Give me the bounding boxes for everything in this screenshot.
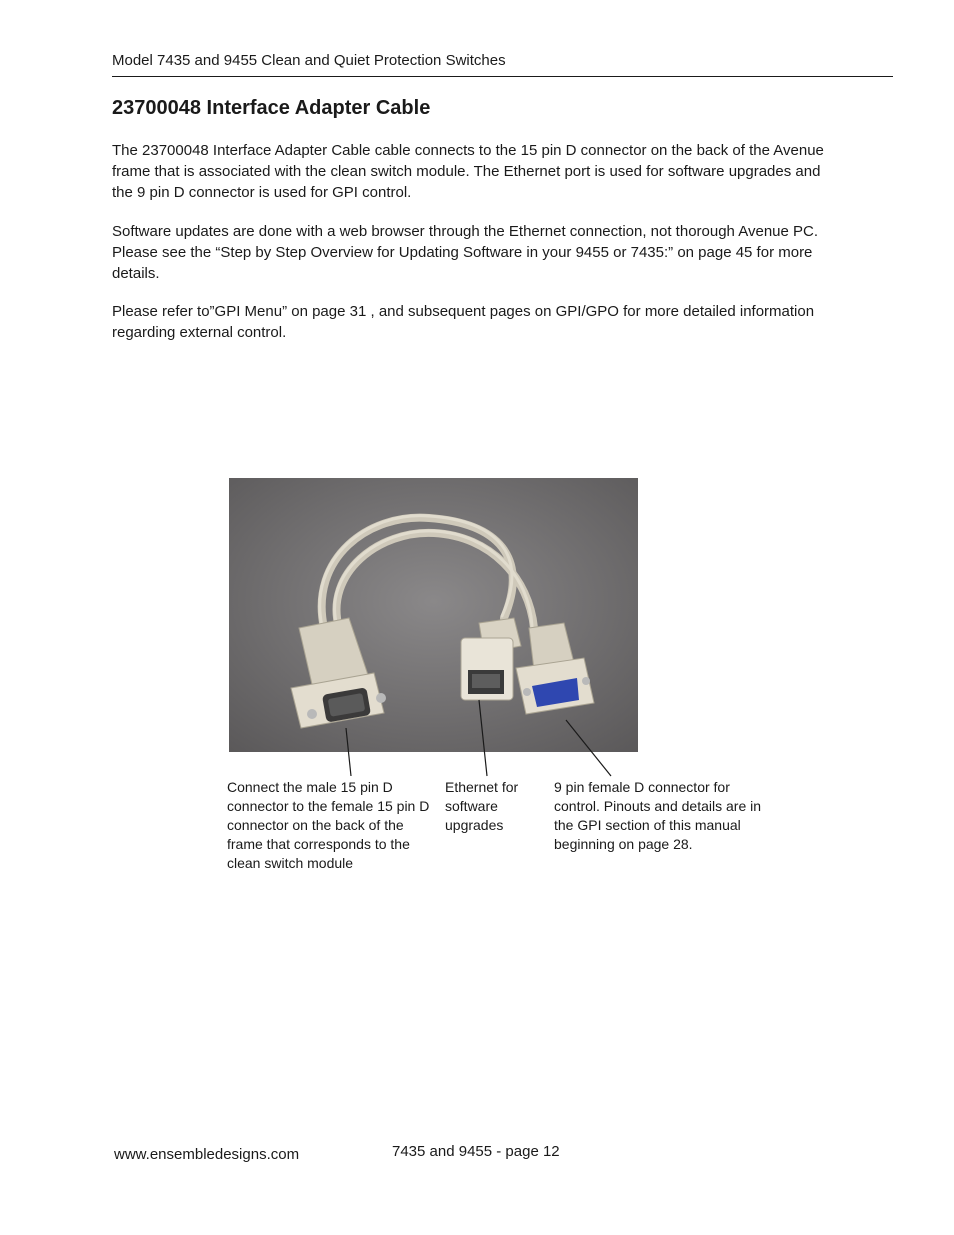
paragraph-gpi-reference: Please refer to”GPI Menu” on page 31 , and subsequent pages on GPI/GPO for more detailed information regarding external control. — [112, 303, 815, 341]
paragraph-software-updates: Software updates are done with a web browser through the Ethernet connection, not thorough Avenue PC. Please see the “Step by Step Overview for Updating Software in your 9455 or 7435:” on page 45 for more details. — [112, 223, 819, 282]
section-title: 23700048 Interface Adapter Cable — [112, 97, 431, 119]
caption-db15-connector: Connect the male 15 pin D connector to the female 15 pin D connector on the back of the frame that corresponds to the clean switch module — [227, 779, 430, 871]
caption-ethernet: Ethernet for software upgrades — [445, 779, 519, 833]
cable-photo — [229, 478, 638, 752]
caption-db9-connector: 9 pin female D connector for control. Pinouts and details are in the GPI section of this manual beginning on page 28. — [554, 779, 762, 852]
header-rule — [112, 76, 893, 77]
footer-website-link[interactable]: www.ensembledesigns.com — [114, 1146, 300, 1163]
paragraph-cable-description: The 23700048 Interface Adapter Cable cable connects to the 15 pin D connector on the back of the Avenue frame that is associated with the clean switch module. The Ethernet port is used for software upgrades and the 9 pin D connector is used for GPI control. — [112, 142, 824, 201]
header-text: Model 7435 and 9455 Clean and Quiet Protection Switches — [112, 52, 506, 69]
footer-page-number: 7435 and 9455 - page 12 — [392, 1143, 560, 1160]
